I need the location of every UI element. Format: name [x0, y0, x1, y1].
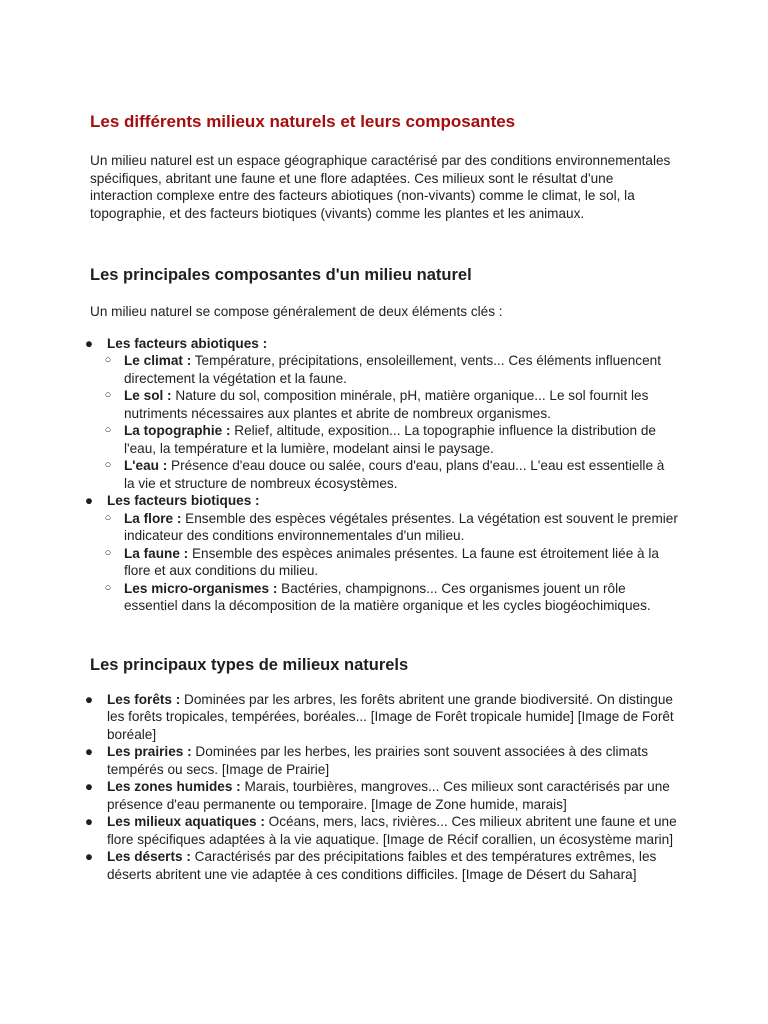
bullet-icon: ●: [84, 814, 94, 829]
list-item: [104, 352, 678, 387]
list-item: [84, 691, 678, 744]
item-text: Nature du sol, composition minérale, pH, matière organique... Le sol fournit les nutriments nécessaires aux plantes et abrite de nombreux organismes.: [124, 388, 649, 421]
item-term: Les zones humides :: [107, 779, 241, 794]
item-text: Océans, mers, lacs, rivières... Ces milieux abritent une faune et une flore spécifiques adaptées à la vie aquatique. [Image de Récif corallien, un écosystème marin]: [107, 814, 677, 847]
item-term: Les forêts :: [107, 691, 181, 707]
circle-bullet-icon: ○: [104, 389, 112, 401]
item-text: Ensemble des espèces végétales présentes. La végétation est souvent le premier indicateur des conditions environnementales d'un milieu.: [124, 510, 678, 543]
bullet-icon: ●: [84, 493, 94, 508]
types-list: [84, 691, 678, 884]
bullet-icon: ●: [84, 779, 94, 794]
page-title: Les différents milieux naturels et leurs composantes: [90, 112, 516, 131]
item-text: Présence d'eau douce ou salée, cours d'eau, plans d'eau... L'eau est essentielle à la vie et structure de nombreux écosystèmes.: [124, 458, 665, 491]
list-item-abiotic: [84, 335, 678, 493]
item-term: La flore :: [124, 510, 182, 526]
item-text: Caractérisés par des précipitations faibles et des températures extrêmes, les déserts abritent une vie adaptée à ces conditions difficiles. [Image de Désert du Sahara]: [107, 849, 657, 882]
list-item: [84, 848, 678, 883]
group-label: Les facteurs abiotiques :: [107, 335, 268, 351]
circle-bullet-icon: ○: [104, 354, 112, 366]
bullet-icon: ●: [84, 849, 94, 864]
circle-bullet-icon: ○: [104, 459, 112, 471]
sublist-abiotic: [104, 352, 678, 492]
item-term: Les prairies :: [107, 744, 192, 759]
list-item: [104, 457, 678, 492]
item-text: Marais, tourbières, mangroves... Ces milieux sont caractérisés par une présence d'eau permanente ou temporaire. [Image de Zone humide, marais]: [107, 779, 670, 812]
bullet-icon: ●: [84, 691, 94, 707]
item-term: Les déserts :: [107, 849, 191, 864]
group-label: Les facteurs biotiques :: [107, 493, 260, 508]
item-text: Dominées par les arbres, les forêts abritent une grande biodiversité. On distingue les forêts tropicales, tempérées, boréales... [Image de Forêt tropicale humide] [Image de Forêt boréale]: [107, 691, 674, 742]
list-item-biotic: [84, 492, 678, 615]
item-term: L'eau :: [124, 458, 168, 473]
item-term: Le climat :: [124, 353, 192, 368]
item-term: Les milieux aquatiques :: [107, 814, 265, 829]
item-term: Le sol :: [124, 388, 172, 403]
intro-paragraph: Un milieu naturel est un espace géographique caractérisé par des conditions environnementales spécifiques, abritant une faune et une flore adaptées. Ces milieux sont le résultat d'une interaction complexe entre des facteurs abiotiques (non-vivants) comme le climat, le sol, la topographie, et des facteurs biotiques (vivants) comme les plantes et les animaux.: [90, 153, 671, 221]
list-item: [104, 580, 678, 615]
list-item: [104, 510, 678, 545]
sublist-biotic: [104, 510, 678, 615]
item-text: Température, précipitations, ensoleillement, vents... Ces éléments influencent directement la végétation et la faune.: [124, 353, 661, 386]
circle-bullet-icon: ○: [104, 546, 112, 559]
components-lead: Un milieu naturel se compose généralement de deux éléments clés :: [90, 304, 503, 319]
list-item: [104, 422, 678, 457]
circle-bullet-icon: ○: [104, 424, 112, 436]
item-text: Ensemble des espèces animales présentes. La faune est étroitement liée à la flore et aux conditions du milieu.: [124, 545, 659, 578]
components-list: [84, 335, 678, 615]
list-item: [84, 778, 678, 813]
item-text: Dominées par les herbes, les prairies sont souvent associées à des climats tempérés ou secs. [Image de Prairie]: [107, 744, 648, 777]
item-term: Les micro-organismes :: [124, 580, 278, 596]
item-term: La topographie :: [124, 423, 231, 438]
list-item: [104, 545, 678, 580]
list-item: [104, 387, 678, 422]
components-heading: Les principales composantes d'un milieu naturel: [90, 266, 472, 284]
bullet-icon: ●: [84, 335, 94, 351]
item-text: Bactéries, champignons... Ces organismes jouent un rôle essentiel dans la décomposition de la matière organique et les cycles biogéochimiques.: [124, 580, 651, 613]
list-item: [84, 813, 678, 848]
types-heading: Les principaux types de milieux naturels: [90, 655, 409, 674]
item-text: Relief, altitude, exposition... La topographie influence la distribution de l'eau, la température et la lumière, modelant ainsi le paysage.: [124, 423, 656, 456]
circle-bullet-icon: ○: [104, 581, 112, 594]
bullet-icon: ●: [84, 744, 94, 759]
circle-bullet-icon: ○: [104, 511, 112, 524]
item-term: La faune :: [124, 545, 189, 561]
list-item: [84, 743, 678, 778]
